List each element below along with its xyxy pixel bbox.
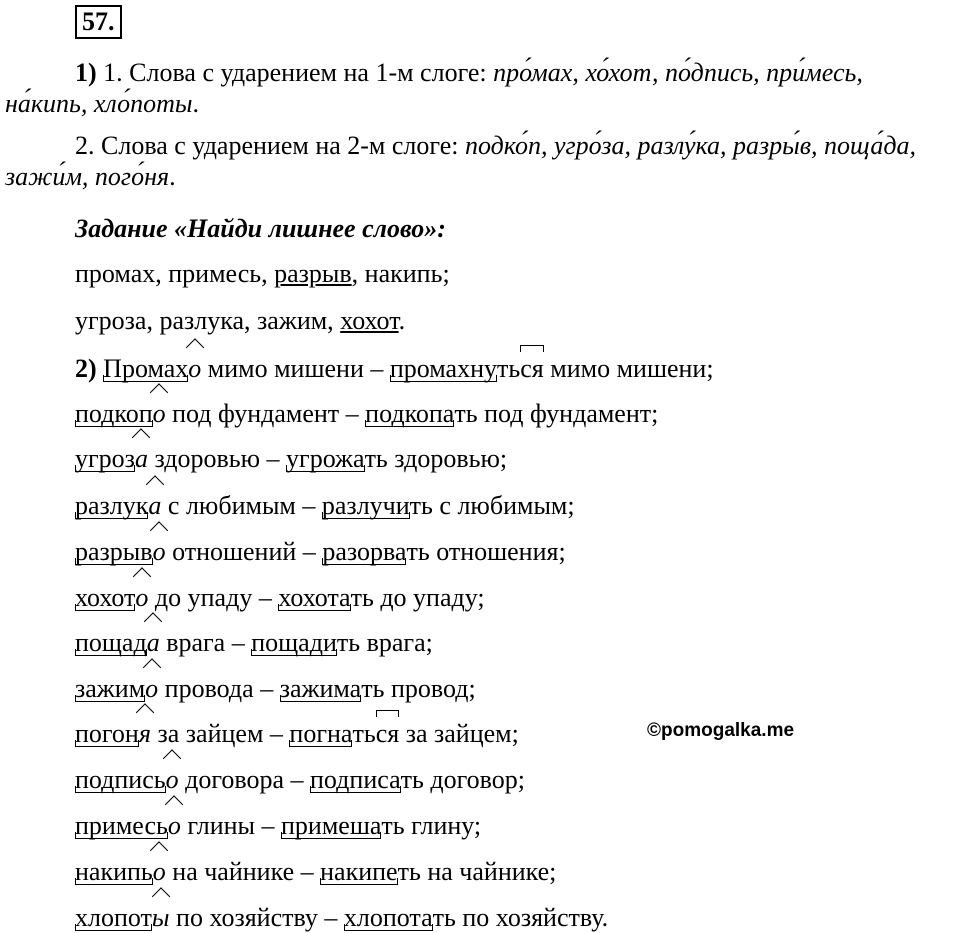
odd-row-before: промах, примесь, — [75, 259, 275, 288]
verb-suffix: ть — [400, 765, 424, 794]
odd-word: хохот — [340, 306, 399, 335]
verb-suffix: ть — [432, 903, 456, 932]
verb-stem: хохота — [278, 583, 351, 612]
noun-stem: угроз — [75, 444, 135, 473]
verb-postfix: ся — [520, 354, 544, 383]
verb-suffix: ть — [381, 811, 405, 840]
verb-context: здоровью; — [387, 444, 508, 473]
part2-marker: 2) — [75, 354, 97, 383]
noun-stem: примесь — [75, 811, 168, 840]
noun-stem: разрыв — [75, 537, 153, 566]
noun-context: с любимым – — [161, 491, 322, 520]
verb-context: под фундамент; — [477, 399, 659, 428]
noun-context: мимо мишени – — [201, 354, 390, 383]
pair-line — [75, 902, 608, 933]
pair-line — [75, 810, 481, 841]
noun-ending: о — [167, 811, 181, 840]
noun-stem: пощад — [75, 628, 147, 657]
verb-stem: зажима — [279, 674, 362, 703]
noun-context: до упаду – — [148, 583, 279, 612]
noun-stem: подпись — [75, 765, 166, 794]
noun-ending: о — [165, 765, 179, 794]
verb-stem: погна — [289, 719, 353, 748]
exercise-number: 57. — [75, 5, 122, 39]
noun-context: за зайцем – — [150, 719, 290, 748]
verb-stem: промахну — [389, 354, 498, 383]
verb-suffix: ть — [336, 628, 361, 657]
noun-context: провода – — [158, 674, 280, 703]
verb-stem: подписа — [310, 765, 401, 794]
verb-suffix: ть — [409, 491, 433, 520]
verb-context: на чайнике; — [420, 857, 557, 886]
verb-suffix: ть — [397, 857, 421, 886]
pair-line — [75, 582, 485, 613]
part1-item1 — [5, 57, 935, 119]
noun-stem: погон — [75, 719, 139, 748]
verb-context: отношения; — [429, 537, 566, 566]
noun-ending: я — [138, 719, 151, 748]
item2-end: . — [169, 162, 176, 192]
noun-stem: зажим — [75, 674, 146, 703]
item1-end: . — [192, 89, 199, 119]
verb-context: мимо мишени; — [543, 354, 714, 383]
odd-word-row-1 — [75, 258, 450, 289]
verb-context: договор; — [423, 765, 525, 794]
verb-stem: накипе — [320, 857, 398, 886]
pair-line — [75, 398, 658, 429]
verb-suffix: ть — [352, 719, 376, 748]
watermark: ©pomogalka.me — [647, 720, 795, 741]
noun-ending: а — [134, 444, 148, 473]
verb-suffix: ть — [406, 537, 430, 566]
noun-stem: подкоп — [75, 399, 153, 428]
verb-stem: подкопа — [365, 399, 455, 428]
noun-stem: накипь — [75, 857, 153, 886]
noun-context: здоровью – — [147, 444, 287, 473]
pair-line — [75, 443, 507, 474]
item2-lead: 2. Слова с ударением на 2-м слоге: — [75, 131, 465, 160]
noun-ending: а — [148, 491, 162, 520]
noun-context: договора – — [178, 765, 311, 794]
noun-ending: о — [188, 354, 202, 383]
noun-ending: ы — [151, 903, 170, 932]
verb-suffix: ть — [454, 399, 478, 428]
pair-line — [75, 856, 556, 887]
pair-line — [75, 490, 575, 521]
noun-context: отношений – — [165, 537, 323, 566]
verb-stem: разорва — [322, 537, 407, 566]
noun-ending: о — [152, 857, 166, 886]
noun-context: по хозяйству – — [169, 903, 344, 932]
item1-words: про́мах, хо́хот, по́дпись, при́месь, на́кипь, хло́поты — [5, 58, 863, 119]
verb-context: врага; — [360, 628, 433, 657]
noun-context: врага – — [159, 628, 252, 657]
noun-stem: хохот — [75, 583, 136, 612]
verb-context: до упаду; — [373, 583, 485, 612]
part1-marker: 1) — [75, 58, 97, 87]
odd-row-after: , накипь; — [351, 259, 450, 288]
noun-stem: хлопот — [75, 903, 152, 932]
verb-stem: примеша — [281, 811, 382, 840]
pair-line — [75, 718, 519, 749]
noun-context: глины – — [180, 811, 281, 840]
pair-line — [75, 353, 714, 384]
task-title: Задание «Найди лишнее слово»: — [75, 214, 446, 243]
noun-ending: а — [146, 628, 160, 657]
odd-word-row-2 — [75, 305, 405, 336]
pair-line — [75, 627, 433, 658]
verb-context: с любимым; — [432, 491, 575, 520]
noun-stem: разлук — [75, 491, 149, 520]
noun-ending: о — [145, 674, 159, 703]
noun-stem: Промах — [103, 354, 189, 383]
verb-suffix: ть — [350, 583, 374, 612]
verb-context: провод; — [384, 674, 476, 703]
noun-context: на чайнике – — [165, 857, 321, 886]
verb-context: за зайцем; — [399, 719, 519, 748]
verb-context: глину; — [404, 811, 482, 840]
noun-ending: о — [152, 537, 166, 566]
verb-suffix: ть — [361, 674, 385, 703]
pair-line — [75, 764, 525, 795]
verb-stem: хлопота — [343, 903, 433, 932]
verb-stem: пощади — [251, 628, 337, 657]
noun-ending: о — [135, 583, 149, 612]
item2-words: подко́п, угро́за, разлу́ка, разры́в, поща́да, зажи́м, пого́ня — [5, 131, 916, 192]
item1-lead: 1. Слова с ударением на 1-м слоге: — [103, 58, 494, 87]
verb-postfix: ся — [375, 719, 400, 748]
verb-context: по хозяйству. — [455, 903, 609, 932]
noun-ending: о — [152, 399, 166, 428]
odd-row-before: угроза, разлука, зажим, — [75, 306, 341, 335]
pair-line — [75, 536, 566, 567]
verb-suffix: ть — [497, 354, 521, 383]
part1-item2 — [5, 130, 935, 192]
verb-suffix: ть — [364, 444, 388, 473]
verb-stem: угрожа — [286, 444, 365, 473]
noun-context: под фундамент – — [165, 399, 366, 428]
verb-stem: разлучи — [321, 491, 410, 520]
odd-word: разрыв — [274, 259, 352, 288]
odd-row-after: . — [398, 306, 406, 335]
pair-line — [75, 673, 476, 704]
